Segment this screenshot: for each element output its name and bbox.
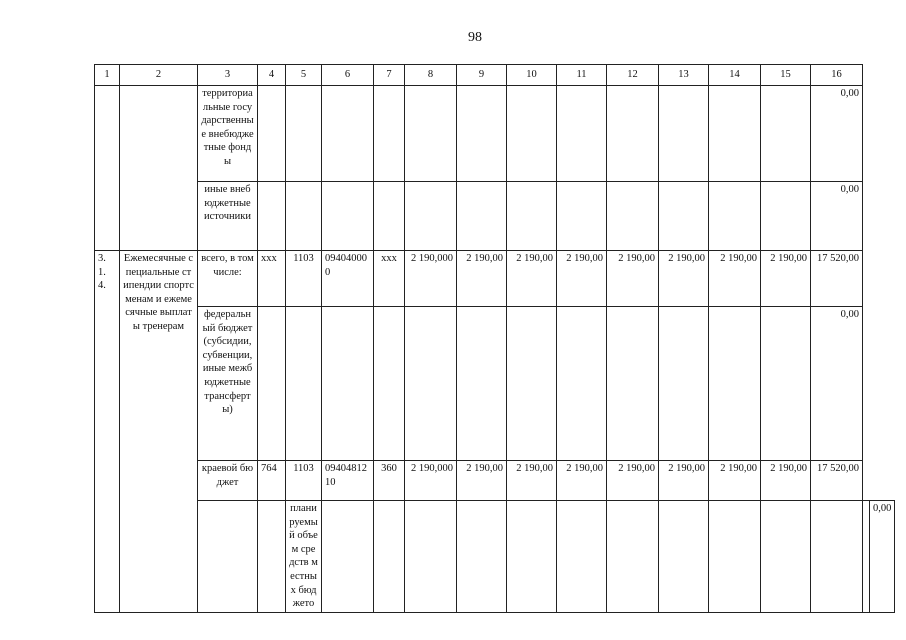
grbs-cell: ххх [258,251,286,307]
value-cell [405,86,457,182]
value-cell [863,501,870,613]
value-cell [457,182,507,251]
csr-cell: 094040000 [322,251,374,307]
header-cell: 9 [457,65,507,86]
header-cell: 1 [95,65,120,86]
value-cell [457,86,507,182]
value-cell [659,182,709,251]
vr-cell [374,86,405,182]
row-number-cell [198,501,258,613]
value-cell [557,307,607,461]
header-cell: 3 [198,65,258,86]
header-cell: 2 [120,65,198,86]
value-cell [507,501,557,613]
value-cell [405,182,457,251]
value-cell [709,307,761,461]
rzpr-cell [374,501,405,613]
value-cell: 2 190,00 [709,251,761,307]
header-cell: 10 [507,65,557,86]
grbs-cell: 764 [258,461,286,501]
value-cell [507,86,557,182]
table-row [95,461,895,501]
total-cell: 0,00 [811,307,863,461]
value-cell [811,501,863,613]
rzpr-cell [286,307,322,461]
table-row [95,251,895,307]
value-cell: 2 190,00 [557,251,607,307]
value-cell: 2 190,00 [659,251,709,307]
value-cell [659,86,709,182]
source-cell: территориальные государственные внебюджетные фонды [198,86,258,182]
value-cell [659,501,709,613]
value-cell [761,182,811,251]
value-cell [709,182,761,251]
table-row [95,307,895,461]
value-cell [557,86,607,182]
value-cell [659,307,709,461]
header-cell: 13 [659,65,709,86]
grbs-cell [258,182,286,251]
value-cell [709,501,761,613]
vr-cell [374,182,405,251]
grbs-cell [322,501,374,613]
value-cell: 2 190,00 [557,461,607,501]
value-cell: 2 190,00 [607,251,659,307]
table-row [95,182,895,251]
page-number: 98 [468,30,482,45]
source-cell: федеральный бюджет (субсидии, субвенции, иные межбюджетные трансферты) [198,307,258,461]
rzpr-cell [286,182,322,251]
value-cell: 2 190,00 [607,461,659,501]
csr-cell: 0940481210 [322,461,374,501]
csr-cell [322,86,374,182]
value-cell: 2 190,00 [761,461,811,501]
header-row [95,65,895,86]
budget-table [94,64,895,613]
value-cell [557,182,607,251]
source-cell: иные внебюджетные источники [198,182,258,251]
total-cell: 17 520,00 [811,251,863,307]
rzpr-cell: 1103 [286,251,322,307]
header-cell: 6 [322,65,374,86]
value-cell [607,307,659,461]
value-cell: 2 190,00 [457,251,507,307]
table-row [95,86,895,182]
value-cell: 2 190,00 [507,461,557,501]
vr-cell: ххх [374,251,405,307]
value-cell [761,86,811,182]
value-cell: 2 190,00 [659,461,709,501]
value-cell [607,182,659,251]
value-cell [507,182,557,251]
csr-cell [405,501,457,613]
source-cell: всего, в том числе: [198,251,258,307]
item-name-cell: Ежемесячные специальные стипендии спортсменам и ежемесячные выплаты тренерам [120,251,198,613]
header-cell: 4 [258,65,286,86]
grbs-cell [258,307,286,461]
header-cell: 8 [405,65,457,86]
header-cell: 7 [374,65,405,86]
grbs-cell [258,86,286,182]
value-cell [709,86,761,182]
header-cell: 15 [761,65,811,86]
value-cell: 2 190,000 [405,461,457,501]
csr-cell [322,182,374,251]
value-cell [607,501,659,613]
value-cell [607,86,659,182]
value-cell [405,307,457,461]
value-cell: 2 190,00 [709,461,761,501]
row-number-cell: 3. 1. 4. [95,251,120,613]
source-cell: планируемый объем средств местных бюджето [286,501,322,613]
header-cell: 12 [607,65,659,86]
header-cell: 16 [811,65,863,86]
item-name-cell [258,501,286,613]
value-cell [557,501,607,613]
header-cell: 5 [286,65,322,86]
vr-cell: 360 [374,461,405,501]
value-cell: 2 190,00 [457,461,507,501]
source-cell: краевой бюджет [198,461,258,501]
header-cell: 14 [709,65,761,86]
value-cell: 2 190,00 [507,251,557,307]
item-name-cell [120,86,198,251]
vr-cell [374,307,405,461]
total-cell: 0,00 [811,86,863,182]
rzpr-cell [286,86,322,182]
csr-cell [322,307,374,461]
value-cell: 2 190,000 [405,251,457,307]
vr-cell [457,501,507,613]
total-cell: 0,00 [811,182,863,251]
value-cell [761,307,811,461]
rzpr-cell: 1103 [286,461,322,501]
value-cell [507,307,557,461]
value-cell: 2 190,00 [761,251,811,307]
table-row [95,501,895,613]
total-cell: 17 520,00 [811,461,863,501]
row-number-cell [95,86,120,251]
value-cell [761,501,811,613]
value-cell [457,307,507,461]
total-cell: 0,00 [870,501,895,613]
header-cell: 11 [557,65,607,86]
